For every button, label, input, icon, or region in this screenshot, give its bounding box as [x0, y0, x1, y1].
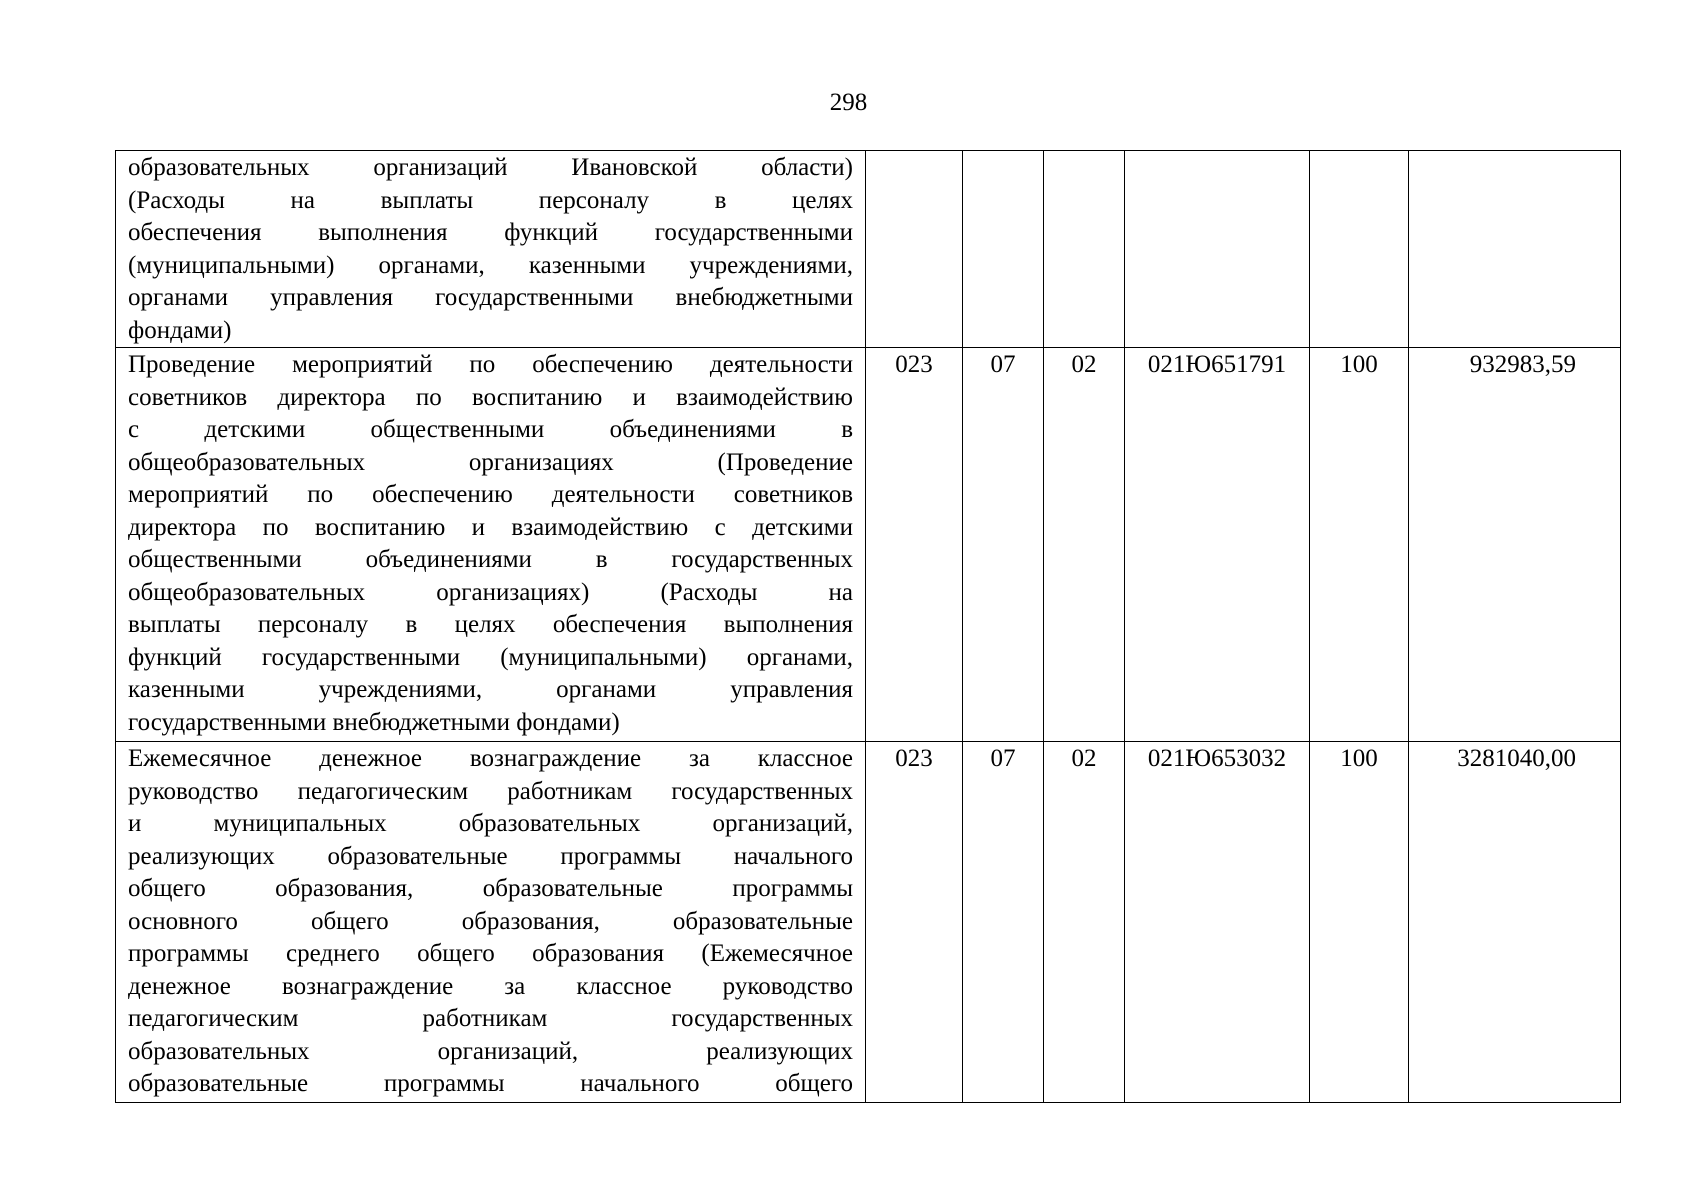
description-line: Проведение мероприятий по обеспечению деятельности — [128, 351, 853, 378]
description-line: мероприятий по обеспечению деятельности советников — [128, 481, 853, 508]
description-cell — [116, 348, 866, 742]
table-row — [116, 742, 1621, 1103]
description-line: директора по воспитанию и взаимодействию с детскими — [128, 513, 853, 541]
ministry-code-cell: 023 — [866, 742, 963, 1103]
subsection-code-cell: 02 — [1044, 742, 1125, 1103]
target-article-cell — [1125, 151, 1310, 348]
expense-type-cell — [1310, 151, 1409, 348]
amount-cell: 932983,59 — [1409, 348, 1621, 742]
description-line: педагогическим работникам государственных — [128, 1005, 853, 1032]
description-cell — [116, 742, 866, 1103]
expense-type-cell: 100 — [1310, 742, 1409, 1103]
description-line: казенными учреждениями, органами управления — [128, 676, 853, 703]
description-cell — [116, 151, 866, 348]
expense-type-cell: 100 — [1310, 348, 1409, 742]
subsection-code-cell: 02 — [1044, 348, 1125, 742]
description-line: общеобразовательных организациях) (Расходы на — [128, 578, 853, 606]
target-article-cell: 021Ю651791 — [1125, 348, 1310, 742]
ministry-code-cell — [866, 151, 963, 348]
description-line: обеспечения выполнения функций государственными — [128, 219, 853, 246]
table-row — [116, 151, 1621, 348]
description-line: основного общего образования, образовательные — [128, 907, 853, 935]
description-line: и муниципальных образовательных организаций, — [128, 810, 853, 837]
amount-cell — [1409, 151, 1621, 348]
description-line: выплаты персоналу в целях обеспечения выполнения — [128, 611, 853, 638]
description-line: функций государственными (муниципальными) органами, — [128, 643, 853, 671]
description-line: советников директора по воспитанию и взаимодействию — [128, 383, 853, 411]
description-line: государственными внебюджетными фондами) — [128, 708, 620, 736]
ministry-code-cell: 023 — [866, 348, 963, 742]
description-line: образовательных организаций Ивановской области) — [128, 154, 853, 181]
description-line: общественными объединениями в государственных — [128, 546, 853, 573]
description-line: с детскими общественными объединениями в — [128, 416, 853, 443]
description-line: руководство педагогическим работникам государственных — [128, 777, 853, 805]
description-line: Ежемесячное денежное вознаграждение за классное — [128, 745, 853, 772]
budget-table — [115, 150, 1621, 1103]
section-code-cell: 07 — [963, 348, 1044, 742]
section-code-cell — [963, 151, 1044, 348]
description-line: программы среднего общего образования (Ежемесячное — [128, 940, 853, 967]
amount-cell: 3281040,00 — [1409, 742, 1621, 1103]
description-line: денежное вознаграждение за классное руководство — [128, 972, 853, 1000]
page-number: 298 — [829, 89, 868, 116]
description-line: реализующих образовательные программы начального — [128, 842, 853, 870]
description-line: образовательных организаций, реализующих — [128, 1037, 853, 1065]
description-line: образовательные программы начального общего — [128, 1070, 853, 1097]
description-line: общеобразовательных организациях (Проведение — [128, 448, 853, 476]
target-article-cell: 021Ю653032 — [1125, 742, 1310, 1103]
subsection-code-cell — [1044, 151, 1125, 348]
description-line: общего образования, образовательные программы — [128, 875, 853, 902]
section-code-cell: 07 — [963, 742, 1044, 1103]
table-row — [116, 348, 1621, 742]
description-line: (муниципальными) органами, казенными учреждениями, — [128, 251, 853, 279]
description-line: (Расходы на выплаты персоналу в целях — [128, 186, 853, 214]
description-line: фондами) — [128, 316, 232, 344]
description-line: органами управления государственными внебюджетными — [128, 284, 853, 311]
